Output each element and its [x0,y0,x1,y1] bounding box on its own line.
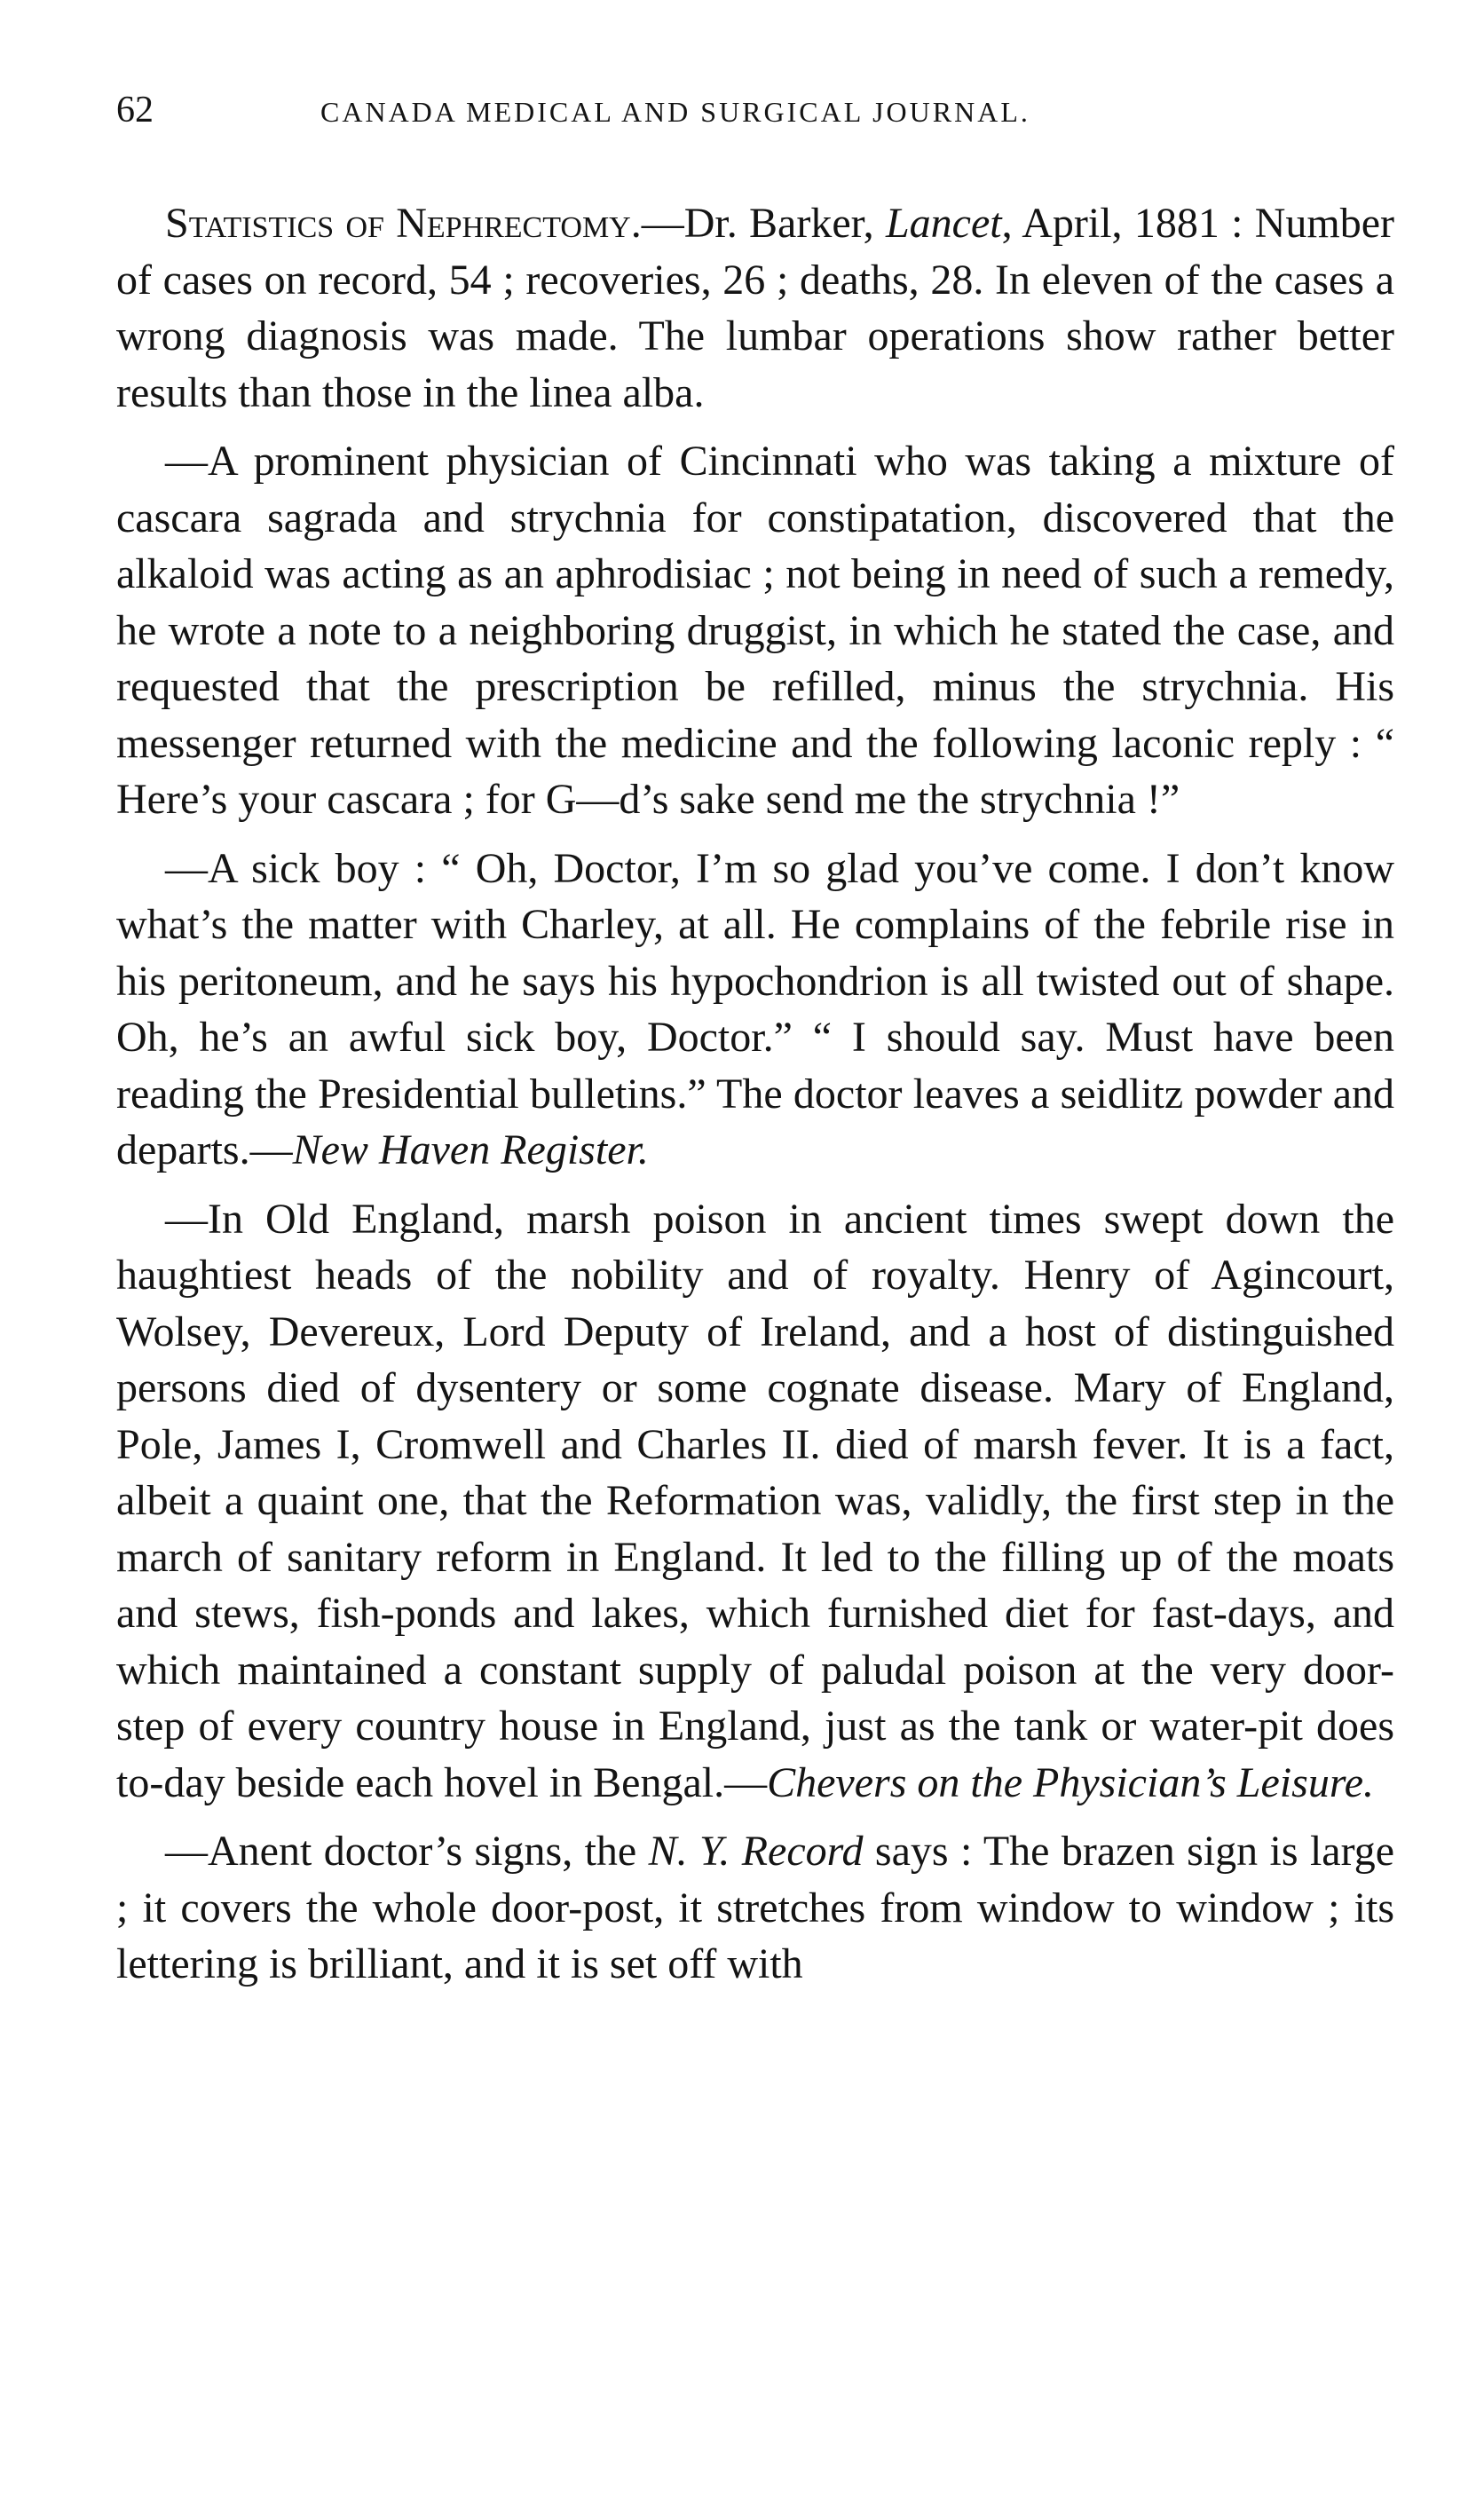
journal-page [116,89,1394,1993]
italic-citation: Lancet [885,200,1002,247]
paragraph-nephrectomy-statistics [116,195,1394,421]
paragraph-text: —Dr. Barker, [641,200,886,247]
paragraph-sick-boy [116,841,1394,1179]
paragraph-doctor-signs [116,1823,1394,1993]
section-lead: Statistics of Nephrectomy. [165,200,642,247]
article-body [116,195,1394,1993]
paragraph-text: —In Old England, marsh poison in ancient times swept down the haughtiest heads of the nobility and of royalty. Henry of Agincourt, Wolsey, Devereux, Lord Deputy of Ireland, and a host of distinguished persons died of dysentery or some cognate disease. Mary of England, Pole, James I, Cromwell and Charles II. died of marsh fever. It is a fact, albeit a quaint one, that the Reformation was, validly, the first step in the march of sanitary reform in England. It led to the filling up of the moats and stews, fish-ponds and lakes, which furnished diet for fast-days, and which maintained a constant supply of paludal poison at the very door-step of every country house in England, just as the tank or water-pit does to-day beside each hovel in Bengal.— [116,1195,1394,1806]
source-citation: New Haven Register. [292,1126,649,1173]
page-number: 62 [116,90,154,130]
running-head: CANADA MEDICAL AND SURGICAL JOURNAL. [320,96,1030,128]
paragraph-text: —Anent doctor’s signs, the [165,1828,649,1875]
source-citation: Chevers on the Physician’s Leisure. [767,1758,1375,1806]
paragraph-cincinnati-physician [116,433,1394,828]
paragraph-text: says : The brazen sign is large ; it covers the whole door-post, it stretches from window to window ; its lettering is brilliant, and it is set off with [116,1828,1395,1987]
paragraph-text: —A sick boy : “ Oh, Doctor, I’m so glad you’ve come. I don’t know what’s the matter with Charley, at all. He complains of the febrile rise in his peritoneum, and he says his hypochondrion is all twisted out of shape. Oh, he’s an awful sick boy, Doctor.” “ I should say. Must have been reading the Presidential bulletins.” The doctor leaves a seidlitz powder and departs.— [116,844,1394,1173]
page-header [116,89,1394,142]
paragraph-old-england [116,1191,1394,1812]
paragraph-text: —A prominent physician of Cincinnati who was taking a mixture of cascara sagrada and strychnia for constipatation, discovered that the alkaloid was acting as an aphrodisiac ; not being in need of such a remedy, he wrote a note to a neighboring druggist, in which he stated the case, and requested that the prescription be refilled, minus the strychnia. His messenger returned with the medicine and the following laconic reply : “ Here’s your cascara ; for G—d’s sake send me the strychnia !” [116,438,1394,823]
paragraph-text: , April, 1881 : Number of cases on record, 54 ; recoveries, 26 ; deaths, 28. In eleven of the cases a wrong diagnosis was made. The lumbar operations show rather better results than those in the linea alba. [116,200,1395,416]
italic-citation: N. Y. Record [648,1828,864,1875]
